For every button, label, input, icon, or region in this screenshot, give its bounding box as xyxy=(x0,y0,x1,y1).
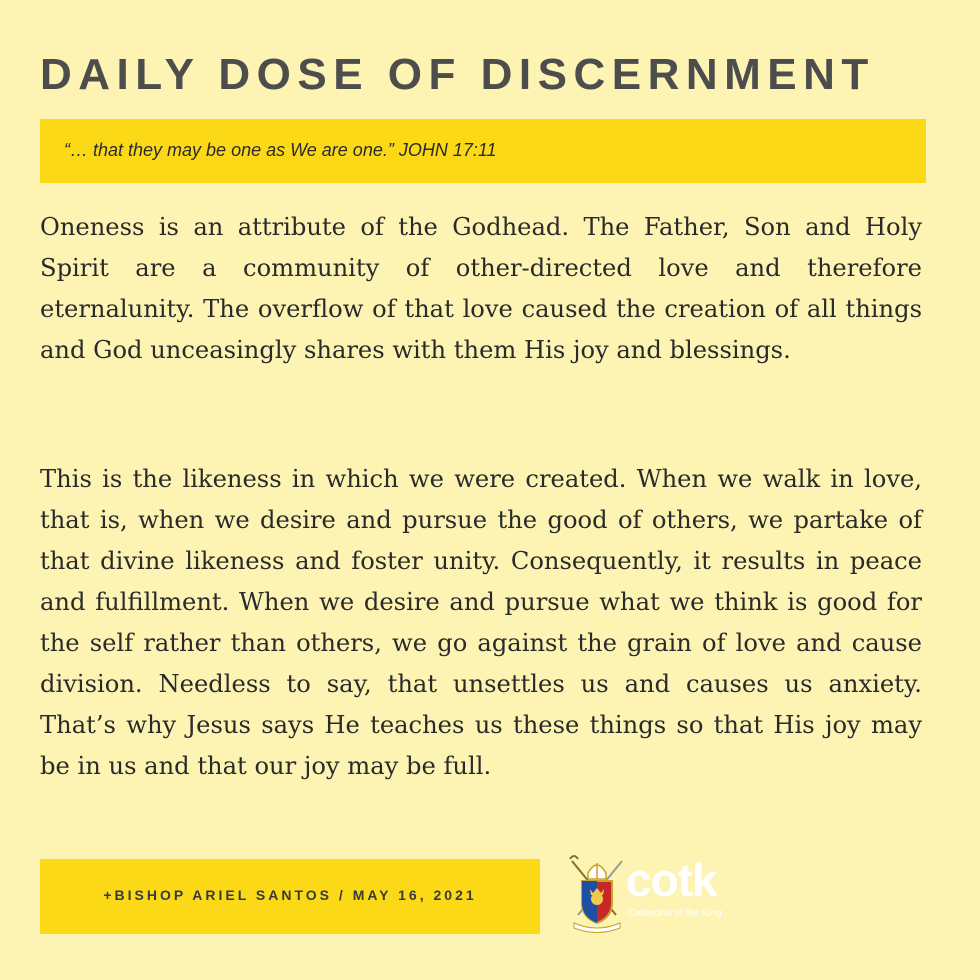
brand-name: cotk xyxy=(626,854,717,906)
brand-subtitle: Cathedral of the King xyxy=(628,908,722,919)
page-title: DAILY DOSE OF DISCERNMENT xyxy=(40,50,875,99)
cathedral-crest-icon xyxy=(566,853,628,933)
cotk-logo xyxy=(560,853,760,933)
verse-banner xyxy=(40,119,926,183)
body-paragraph-1: Oneness is an attribute of the Godhead. The Father, Son and Holy Spirit are a community of other-directed love and therefore eternalunity. The overflow of that love caused the creation of all things and God unceasingly shares with them His joy and blessings. xyxy=(40,213,922,364)
byline-banner xyxy=(40,859,540,934)
verse-quote: “… that they may be one as We are one.” JOHN 17:11 xyxy=(64,140,497,160)
author-date-byline: +BISHOP ARIEL SANTOS / MAY 16, 2021 xyxy=(103,887,477,903)
body-paragraph-2: This is the likeness in which we were created. When we walk in love, that is, when we desire and pursue the good of others, we partake of that divine likeness and foster unity. Consequently, it results in peace and fulfillment. When we desire and pursue what we think is good for the self rather than others, we go against the grain of love and cause division. Needless to say, that unsettles us and causes us anxiety. That’s why Jesus says He teaches us these things so that His joy may be in us and that our joy may be full. xyxy=(40,465,922,780)
